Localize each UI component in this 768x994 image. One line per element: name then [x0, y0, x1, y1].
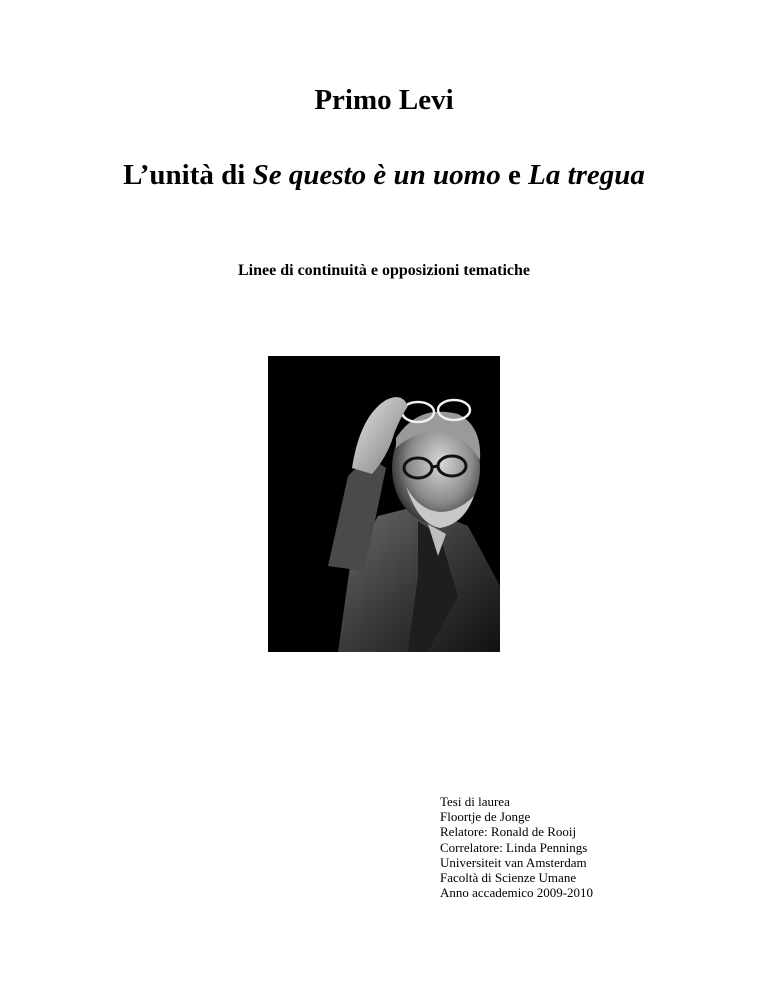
thesis-title-part1: L’unità di [123, 159, 253, 191]
thesis-title-italic2: La tregua [528, 159, 645, 191]
portrait-photo-icon [268, 356, 500, 652]
thesis-title-italic1: Se questo è un uomo [252, 159, 501, 191]
page-title: Primo Levi [314, 84, 454, 116]
thesis-title-part2: e [500, 159, 529, 191]
thesis-title [120, 156, 648, 194]
portrait-photo [268, 356, 500, 652]
info-line-type: Tesi di laurea [440, 794, 510, 809]
info-line-faculty: Facoltà di Scienze Umane [440, 870, 577, 886]
info-line-supervisor: Relatore: Ronald de Rooij [440, 824, 577, 840]
info-line-university: Universiteit van Amsterdam [440, 854, 587, 870]
thesis-info [440, 794, 740, 900]
info-line-co-supervisor: Correlatore: Linda Pennings [440, 839, 588, 855]
info-line-author: Floortje de Jonge [440, 809, 531, 825]
info-line-academic-year: Anno accademico 2009-2010 [440, 885, 594, 901]
thesis-subtitle: Linee di continuità e opposizioni tematiche [238, 262, 530, 279]
